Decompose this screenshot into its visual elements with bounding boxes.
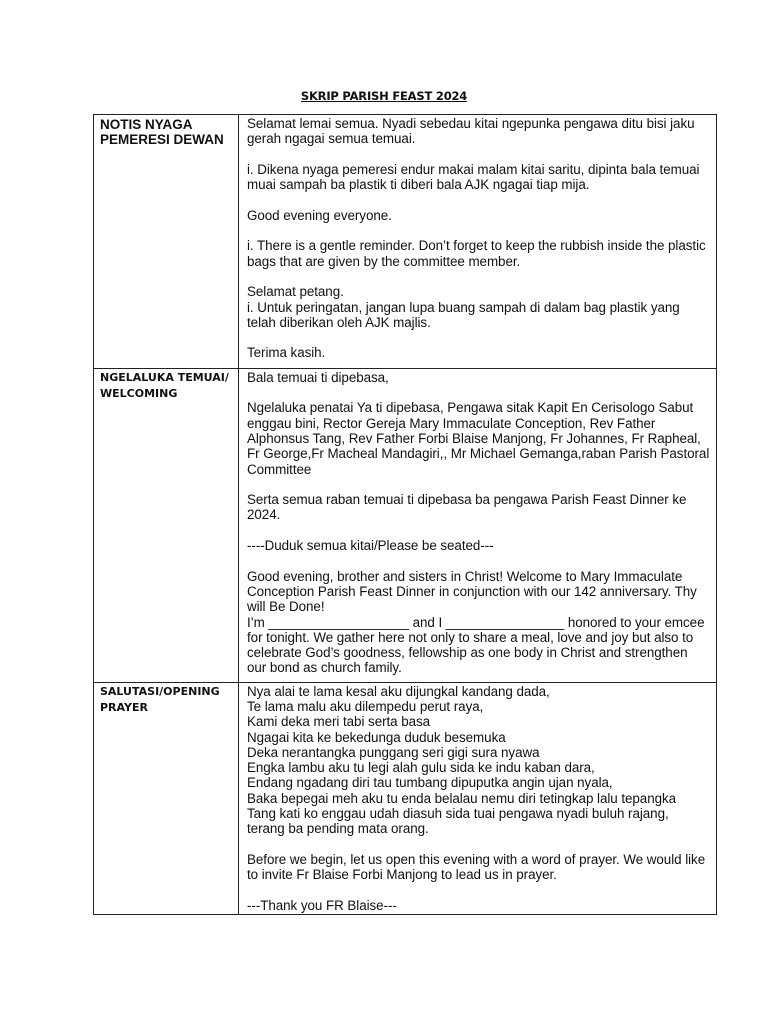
row-content-cell (239, 115, 717, 369)
table-row (94, 115, 717, 369)
paragraph: i. Dikena nyaga pemeresi endur makai malam kitai saritu, dipinta bala temuai muai sampah ba plastik ti diberi bala AJK ngagai tiap mija. (247, 161, 700, 193)
poem-line: Engka lambu aku tu legi alah gulu sida ke indu kaban dara, (247, 760, 595, 776)
document-title: SKRIP PARISH FEAST 2024 (300, 89, 468, 103)
poem-line: terang ba pending mata orang. (247, 821, 429, 837)
poem-line: Baka bepegai meh aku tu enda belalau nemu diri tetingkap lalu tepangka (247, 790, 677, 806)
row-label-cell (94, 115, 239, 369)
poem-line: Endang ngadang diri tau tumbang dipuputka angin ujan nyala, (247, 775, 613, 791)
paragraph: Serta semua raban temuai ti dipebasa ba pengawa Parish Feast Dinner ke 2024. (247, 492, 687, 523)
poem-line: Nya alai te lama kesal aku dijungkal kandang dada, (247, 683, 550, 699)
paragraph: Selamat petang. (247, 284, 344, 300)
row-label-cell (94, 682, 239, 914)
paragraph: Ngelaluka penatai Ya ti dipebasa, Pengawa sitak Kapit En Cerisologo Sabut enggau bini, Rector Gereja Mary Immaculate Conception, Rev Father Alphonsus Tang, Rev Father Forbi Blaise Manjong, Fr Johannes, Fr Rapheal, Fr George,Fr Macheal Mandagiri,, Mr Michael Gemanga,raban Parish Pastoral Committee (247, 400, 710, 477)
paragraph: Bala temuai ti dipebasa, (247, 369, 389, 385)
paragraph: Good evening, brother and sisters in Christ! Welcome to Mary Immaculate Conception Parish Feast Dinner in conjunction with our 142 anniversary. Thy will Be Done! (247, 568, 697, 615)
table-row (94, 368, 717, 682)
row-content-cell (239, 682, 717, 914)
poem-line: Ngagai kita ke bekedunga duduk besemuka (247, 729, 506, 745)
prayer-content (239, 683, 716, 913)
paragraph: Terima kasih. (247, 345, 326, 361)
row-label-cell (94, 368, 239, 682)
welcoming-content (239, 369, 716, 676)
table-row (94, 682, 717, 914)
notis-content (239, 115, 716, 361)
paragraph: Good evening everyone. (247, 207, 392, 223)
row-label-welcoming: NGELALUKA TEMUAI/ WELCOMING (100, 370, 229, 400)
row-content-cell (239, 368, 717, 682)
paragraph: i. Untuk peringatan, jangan lupa buang sampah di dalam bag plastik yang telah diberikan oleh AJK majlis. (247, 299, 680, 330)
paragraph: I’m ___________________ and I ________________ honored to your emcee for tonight. We gather here not only to share a meal, love and joy but also to celebrate God’s goodness, fellowship as one body in Christ and strengthen our bond as church family. (247, 614, 705, 676)
paragraph: ----Duduk semua kitai/Please be seated--- (247, 538, 494, 554)
row-label-notis: NOTIS NYAGA PEMERESI DEWAN (100, 117, 224, 147)
poem-line: Deka nerantangka punggang seri gigi sura nyawa (247, 744, 540, 760)
paragraph: i. There is a gentle reminder. Don’t forget to keep the rubbish inside the plastic bags that are given by the committee member. (247, 238, 706, 269)
script-table (93, 114, 717, 915)
poem (247, 684, 710, 837)
paragraph: ---Thank you FR Blaise--- (247, 897, 397, 913)
paragraph: Before we begin, let us open this evening with a word of prayer. We would like to invite Fr Blaise Forbi Manjong to lead us in prayer. (247, 851, 706, 883)
row-label-opening-prayer: SALUTASI/OPENING PRAYER (100, 684, 220, 714)
poem-line: Kami deka meri tabi serta basa (247, 714, 431, 730)
paragraph: Selamat lemai semua. Nyadi sebedau kitai ngepunka pengawa ditu bisi jaku gerah ngagai semua temuai. (247, 116, 695, 147)
poem-line: Te lama malu aku dilempedu perut raya, (247, 698, 484, 714)
poem-line: Tang kati ko enggau udah diasuh sida tuai pengawa nyadi buluh rajang, (247, 806, 669, 822)
